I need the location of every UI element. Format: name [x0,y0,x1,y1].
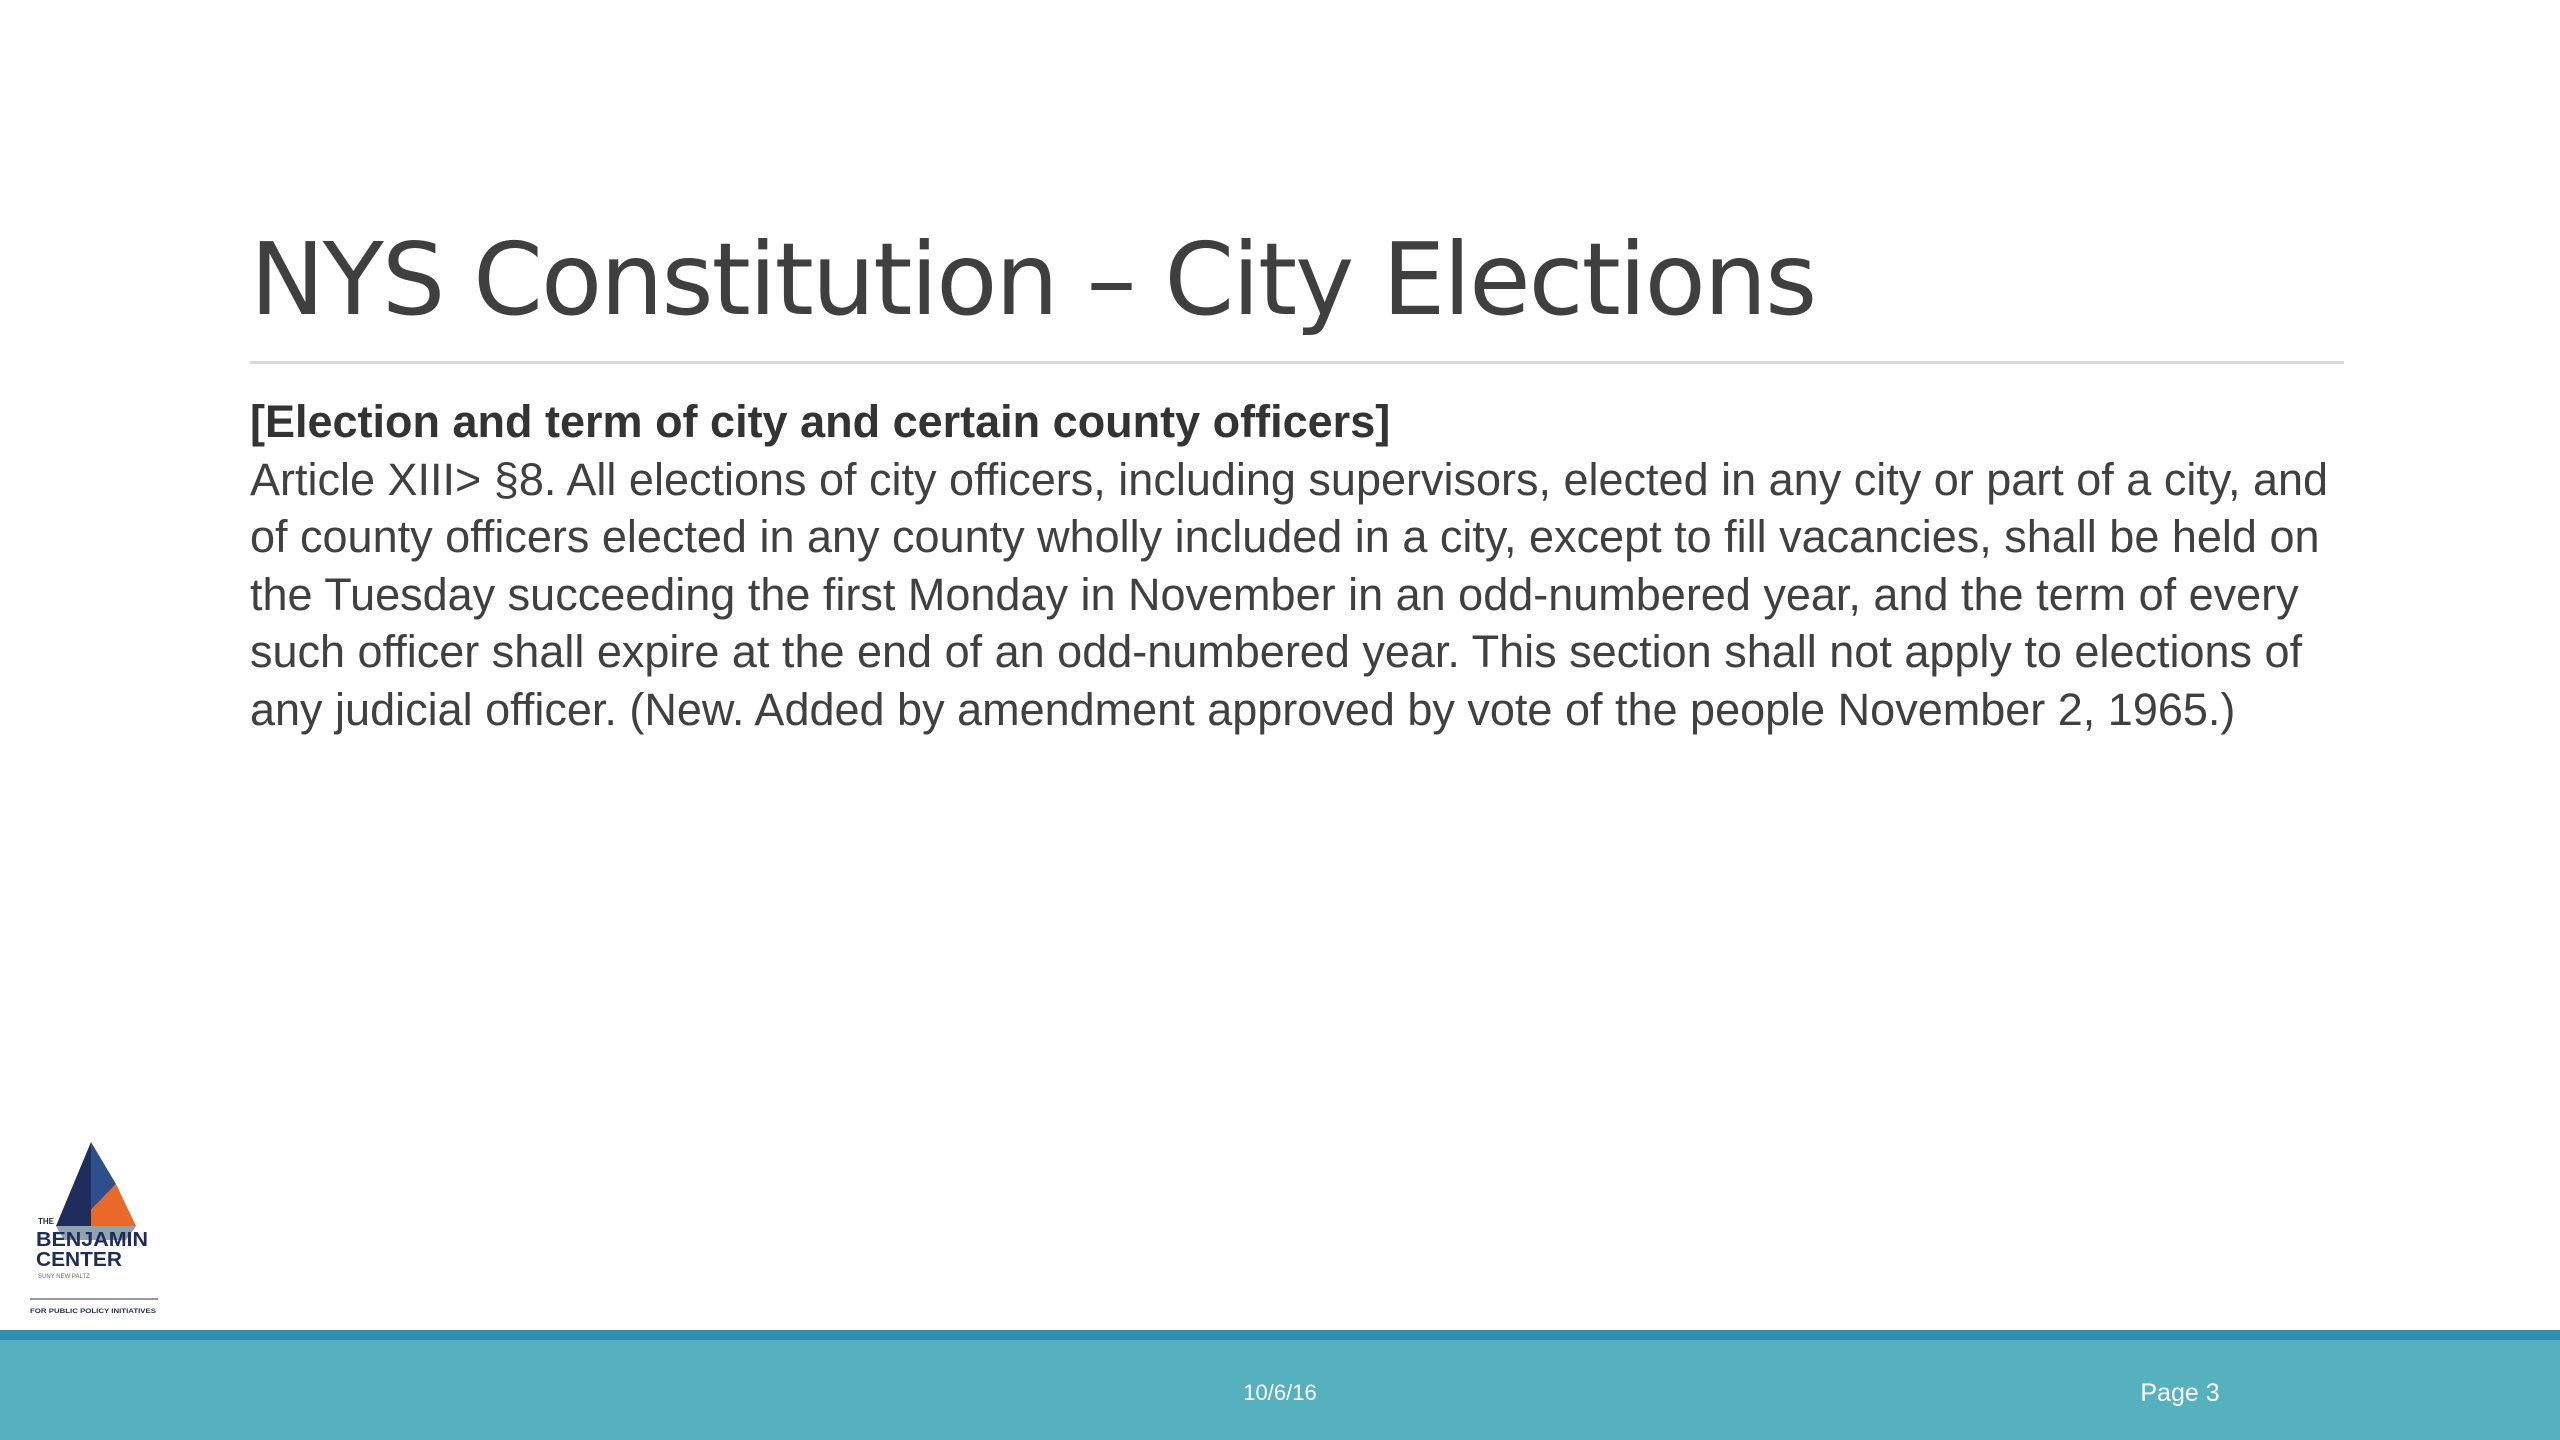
footer-accent-line [0,1330,2560,1340]
benjamin-center-logo [28,1138,162,1318]
logo-suny-text: SUNY NEW PALTZ [38,1274,90,1280]
logo-the-text: THE [38,1217,54,1226]
logo-benjamin-text: BENJAMIN [36,1229,148,1251]
logo-navy-triangle-shape [56,1142,91,1226]
title-divider [250,361,2344,364]
slide-body [250,393,2350,738]
section-text: Article XIII> §8. All elections of city officers, including supervisors, elected in any city or part of a city, and of county officers elected in any county wholly included in a city, except to fill vacancies, shall be held on the Tuesday succeeding the first Monday in November in an odd-numbered year, and the term of every such officer shall expire at the end of an odd-numbered year. This section shall not apply to elections of any judicial officer. (New. Added by amendment approved by vote of the people November 2, 1965.) [250,453,2329,735]
slide-title: NYS Constitution – City Elections [250,221,1816,338]
logo-divider [30,1298,158,1300]
logo-center-text: CENTER [36,1249,123,1271]
logo-tagline-text: FOR PUBLIC POLICY INITIATIVES [30,1308,157,1315]
section-heading: [Election and term of city and certain county officers] [250,396,1391,447]
footer-page-number: Page 3 [2140,1379,2220,1407]
footer-date: 10/6/16 [1243,1380,1317,1405]
